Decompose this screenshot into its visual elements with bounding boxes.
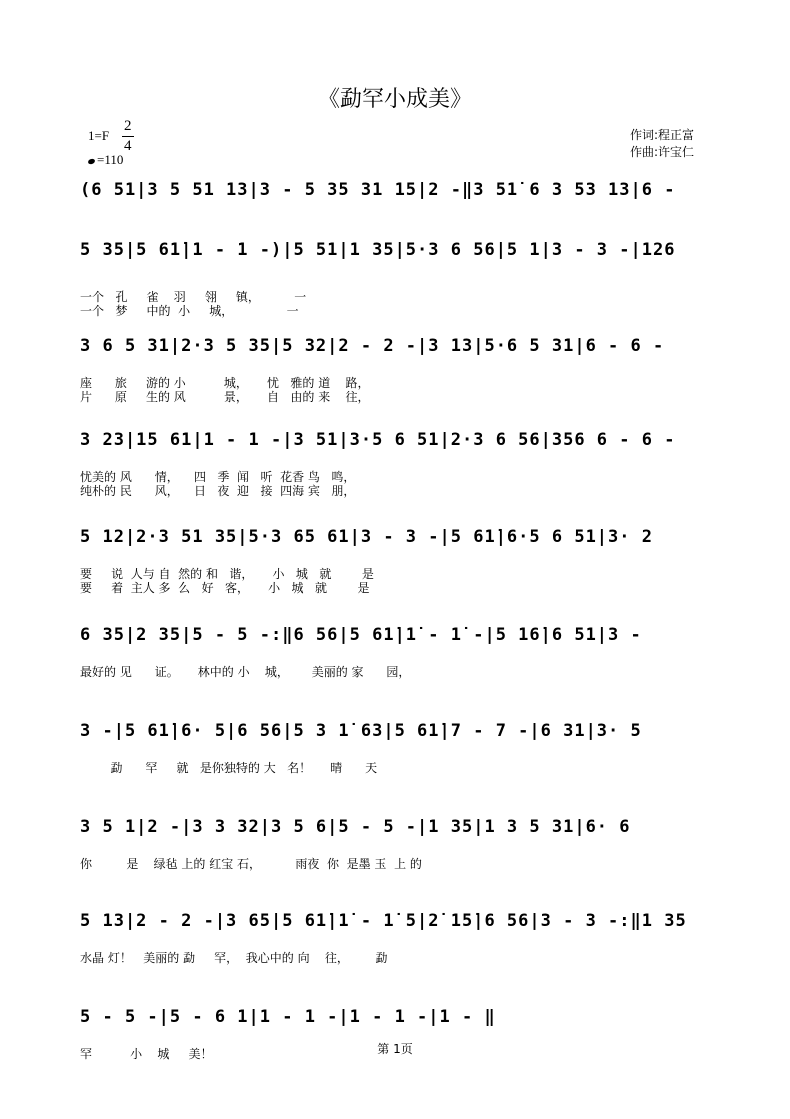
notation-line: (6 51|3 5 51 13|3 - 5 35 31 15|2 -‖3 51̇ 6 3 53 13|6 -: [80, 180, 676, 200]
lyrics-verse-2: 片 原 生的 风 景， 自 由的 来 往，: [80, 390, 370, 404]
tempo-value: =110: [97, 152, 124, 167]
lyrics-verse-1: 一个 孔 雀 羽 翎 镇， 一: [80, 290, 307, 304]
quarter-note-icon: [87, 158, 95, 165]
composer: 作曲:许宝仁: [630, 145, 695, 159]
key-signature: 1=F: [88, 128, 110, 143]
lyrics-verse-1: 要 说 人与 自 然的 和 谐， 小 城 就 是: [80, 567, 374, 581]
notation-line: 3 -|5 61̇|6· 5|6 56|5 3 1̇ 63|5 61̇|7 - 7 -|6 31|3· 5: [80, 721, 642, 741]
notation-line: 6 35|2 35|5 - 5 -:‖6 56|5 61̇|1̇ - 1̇ -|5 16̇|6 51|3 -: [80, 625, 642, 645]
page-number: 第 1页: [377, 1042, 413, 1056]
lyrics-verse-1: 忧美的 风 情， 四 季 闻 听 花香 鸟 鸣，: [80, 470, 356, 484]
notation-line: 3 5 1|2 -|3 3 32|3 5 6|5 - 5 -|1 35|1 3 5 31|6· 6: [80, 817, 631, 837]
lyricist: 作词:程正富: [630, 128, 695, 142]
lyrics-verse-1: 水晶 灯！ 美丽的 勐 罕， 我心中的 向 往， 勐: [80, 951, 388, 965]
lyrics-verse-2: 要 着 主人 多 么 好 客， 小 城 就 是: [80, 581, 370, 595]
lyrics-verse-2: 纯朴的 民 风， 日 夜 迎 接 四海 宾 朋，: [80, 484, 356, 498]
time-signature-top: 2: [124, 118, 132, 134]
time-signature-bottom: 4: [124, 138, 132, 154]
tempo-marking: [88, 152, 123, 168]
notation-line: 3 6 5 31|2·3 5 35|5 32|2 - 2 -|3 13|5·6 5 31|6 - 6 -: [80, 336, 665, 356]
score-title: 《勐罕小成美》: [317, 87, 472, 112]
lyrics-verse-1: 你 是 绿毡 上的 红宝 石， 雨夜 你 是墨 玉 上 的: [80, 857, 422, 871]
lyrics-verse-1: 勐 罕 就 是你独特的 大 名！ 晴 天: [80, 761, 378, 775]
notation-line: 5 35|5 61̇|1 - 1 -)|5 51|1 35|5·3 6 56|5 1|3 - 3 -|126: [80, 240, 676, 260]
notation-line: 5 12|2·3 51 35|5·3 65 61|3 - 3 -|5 61̇|6·5 6 51|3· 2: [80, 527, 653, 547]
credits: [630, 127, 694, 161]
time-signature-divider: [122, 136, 134, 137]
notation-line: 5 13|2 - 2 -|3 65|5 61̇|1̇ - 1̇ 5|2̇ 15̇|6 56|3 - 3 -:‖1 35: [80, 911, 687, 931]
lyrics-verse-1: 座 旅 游的 小 城， 忧 雅的 道 路，: [80, 376, 370, 390]
notation-line: 5 - 5 -|5 - 6 1|1 - 1 -|1 - 1 -|1 - ‖: [80, 1007, 496, 1027]
notation-line: 3 23|15 61|1 - 1 -|3 51|3·5 6 51|2·3 6 56|356 6 - 6 -: [80, 430, 676, 450]
lyrics-verse-1: 罕 小 城 美！: [80, 1047, 213, 1061]
lyrics-verse-1: 最好的 见 证。 林中的 小 城， 美丽的 家 园，: [80, 665, 411, 679]
lyrics-verse-2: 一个 梦 中的 小 城， 一: [80, 304, 299, 318]
